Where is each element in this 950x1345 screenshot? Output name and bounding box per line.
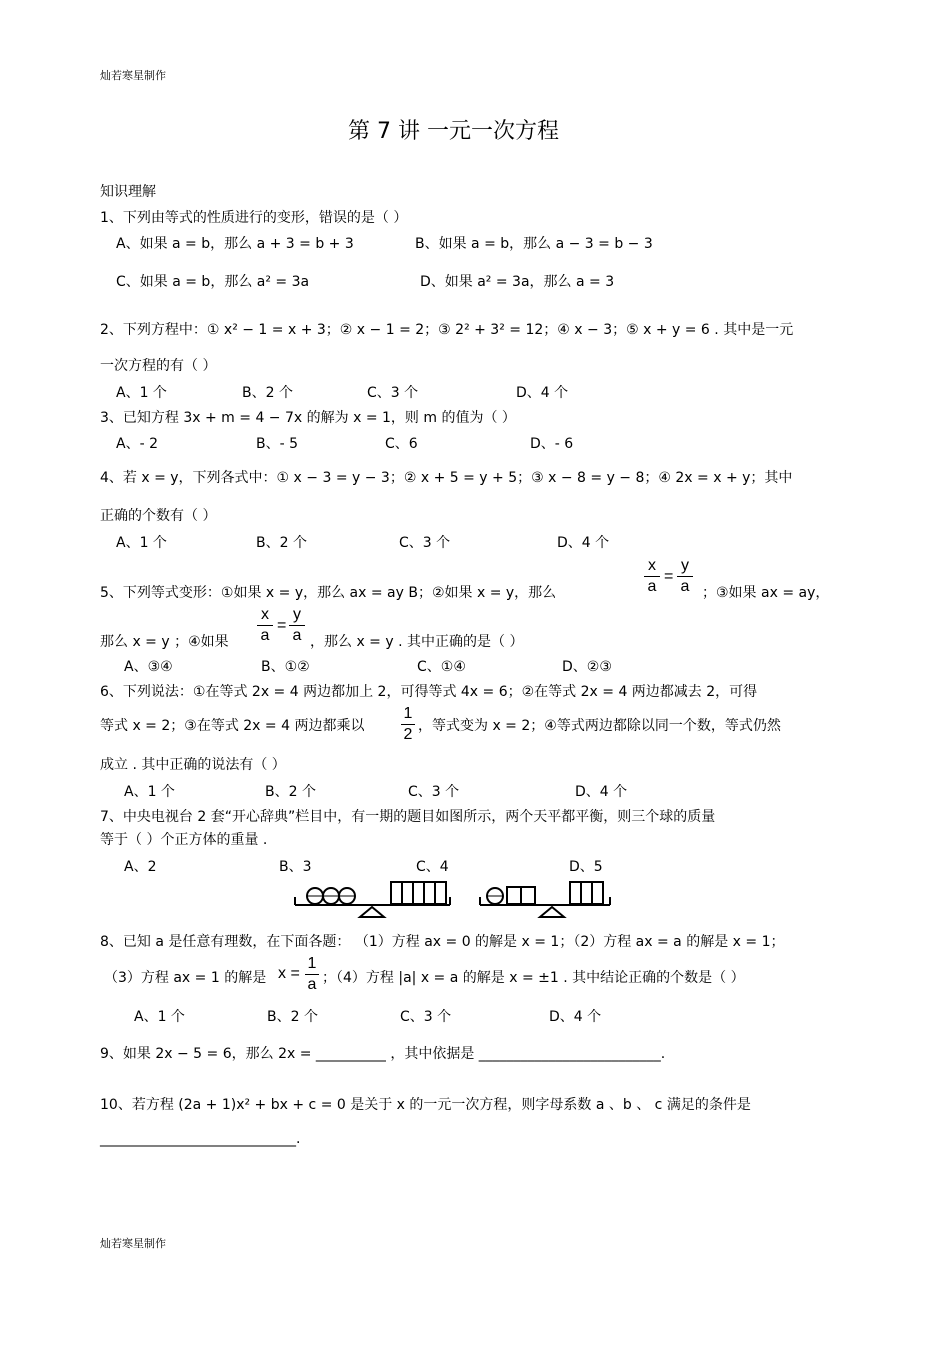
question-stem-line2a: 等式 x = 2；③在等式 2x = 4 两边都乘以 [100,718,365,734]
question-stem-line1: 6、下列说法：①在等式 2x = 4 两边都加上 2，可得等式 4x = 6；②在等式 2x = 4 两边都减去 2，可得 [100,684,758,700]
option-c: C、3 个 [367,385,419,401]
fraction-y-over-a [677,557,693,596]
option-c: C、6 [385,436,418,452]
question-stem-line2b: ；（4）方程 |a| x = a 的解是 x = ±1 . 其中结论正确的个数是（ ） [322,970,745,986]
equals-sign: = [277,617,287,634]
fraction-denominator: a [680,578,690,595]
option-c: C、①④ [417,659,466,675]
option-a: A、- 2 [116,436,158,452]
fraction-y-over-a [289,606,305,645]
option-a: A、2 [124,859,157,875]
question-stem-line1: 10、若方程 (2a + 1)x² + bx + c = 0 是关于 x 的一元一次方程，则字母系数 a 、b 、 c 满足的条件是 [100,1097,751,1113]
option-b: B、- 5 [256,436,299,452]
question-stem-line2: 一次方程的有（ ） [100,358,217,374]
fraction-denominator: a [307,976,317,993]
fraction-numerator: 1 [403,705,413,722]
fraction-denominator: a [292,627,302,644]
option-b: B、2 个 [265,784,316,800]
option-a: A、1 个 [116,535,167,551]
fraction-numerator: y [681,557,689,574]
question-stem-line2a: 那么 x = y ；④如果 [100,634,229,650]
question-stem-line1: 7、中央电视台 2 套“开心辞典”栏目中，有一期的题目如图所示，两个天平都平衡，则三个球的质量 [100,809,716,825]
equals-sign: = [664,568,674,585]
fraction-denominator: a [647,578,657,595]
option-d: D、5 [569,859,603,875]
fraction-denominator: 2 [403,726,413,743]
option-a: A、1 个 [134,1009,185,1025]
option-b: B、①② [261,659,310,675]
section-heading: 知识理解 [100,184,156,200]
option-d: D、如果 a² = 3a，那么 a = 3 [420,274,615,290]
question-stem-line1: 4、若 x = y，下列各式中：① x − 3 = y − 3；② x + 5 = y + 5；③ x − 8 = y − 8；④ 2x = x + y；其中 [100,470,793,486]
question-stem-line2: 等于（ ）个正方体的重量 . [100,832,268,848]
option-a: A、1 个 [116,385,167,401]
option-b: B、2 个 [267,1009,318,1025]
option-c: C、3 个 [408,784,460,800]
header-note: 灿若寒星制作 [100,69,166,82]
fraction-numerator: 1 [307,955,317,972]
fraction-numerator: x [648,557,656,574]
option-d: D、②③ [562,659,612,675]
footer-note: 灿若寒星制作 [100,1237,166,1250]
question-stem: 1、下列由等式的性质进行的变形，错误的是（ ） [100,210,408,226]
fraction-numerator: x [261,606,269,623]
question-stem-line2: ____________________________. [100,1131,301,1147]
option-b: B、3 [279,859,312,875]
option-a: A、1 个 [124,784,175,800]
question-stem-line2a: （3）方程 ax = 1 的解是 [104,970,267,986]
option-d: D、4 个 [575,784,628,800]
fraction-x-over-a [644,557,660,596]
question-stem-line2b: ，那么 x = y . 其中正确的是（ ） [310,634,524,650]
fraction-lhs: x = [278,965,300,982]
fraction-x-over-a [257,606,273,645]
question-stem-line1: 2、下列方程中：① x² − 1 = x + 3；② x − 1 = 2；③ 2² + 3² = 12；④ x − 3；⑤ x + y = 6 . 其中是一元 [100,322,794,338]
option-a: A、如果 a = b，那么 a + 3 = b + 3 [116,236,354,252]
option-c: C、如果 a = b，那么 a² = 3a [116,274,310,290]
option-c: C、3 个 [400,1009,452,1025]
balance-scales-figure [290,875,640,921]
option-c: C、4 [416,859,449,875]
option-a: A、③④ [124,659,173,675]
question-stem-line2b: ，等式变为 x = 2；④等式两边都除以同一个数，等式仍然 [418,718,781,734]
question-stem-line1: 8、已知 a 是任意有理数，在下面各题： （1）方程 ax = 0 的解是 x = 1；（2）方程 ax = a 的解是 x = 1； [100,934,785,950]
option-c: C、3 个 [399,535,451,551]
page-title: 第 7 讲 一元一次方程 [348,119,559,144]
fraction-denominator: a [260,627,270,644]
option-d: D、4 个 [557,535,610,551]
question-9: 9、如果 2x − 5 = 6，那么 2x = __________ ，其中依据是 __________________________. [100,1046,666,1062]
question-stem: 3、已知方程 3x + m = 4 − 7x 的解为 x = 1，则 m 的值为（ ） [100,410,516,426]
question-stem-line1b: ；③如果 ax = ay， [702,585,830,601]
option-b: B、2 个 [242,385,293,401]
option-d: D、- 6 [530,436,574,452]
option-b: B、如果 a = b，那么 a − 3 = b − 3 [415,236,653,252]
question-stem-line2: 正确的个数有（ ） [100,508,217,524]
option-b: B、2 个 [256,535,307,551]
fraction-one-half [401,705,415,744]
option-d: D、4 个 [516,385,569,401]
question-stem-line1a: 5、下列等式变形：①如果 x = y，那么 ax = ay B；②如果 x = y，那么 [100,585,557,601]
fraction-numerator: y [293,606,301,623]
question-stem-line3: 成立 . 其中正确的说法有（ ） [100,757,286,773]
option-d: D、4 个 [549,1009,602,1025]
fraction-one-over-a [305,955,319,994]
